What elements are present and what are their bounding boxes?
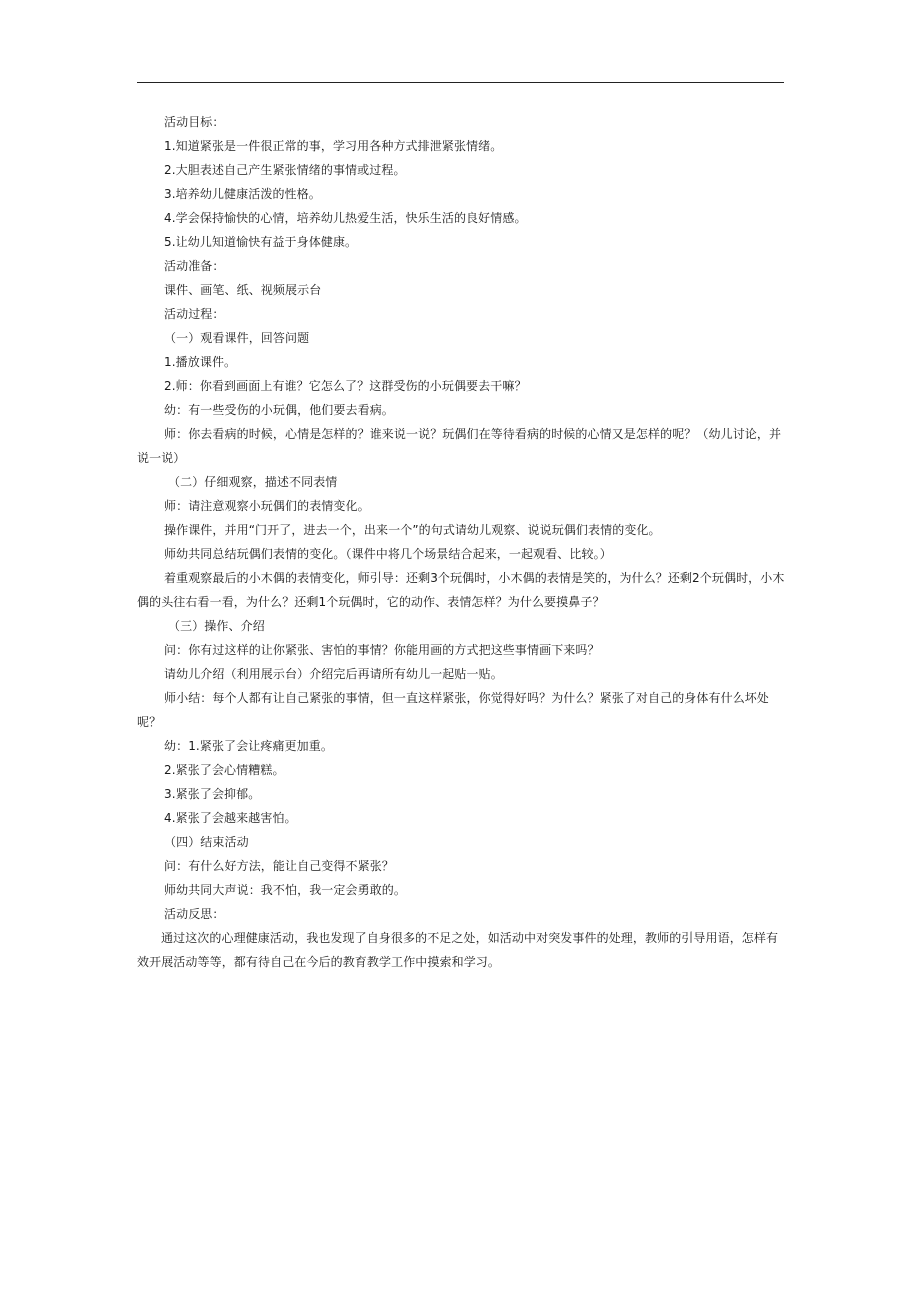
paragraph: 师：你去看病的时候，心情是怎样的？谁来说一说？玩偶们在等待看病的时候的心情又是怎样的呢？（幼儿讨论，并说一说）: [137, 427, 782, 465]
goal-item-1: 1.知道紧张是一件很正常的事，学习用各种方式排泄紧张情绪。: [164, 139, 503, 153]
paragraph: 着重观察最后的小木偶的表情变化，师引导：还剩3个玩偶时，小木偶的表情是笑的，为什么？还剩2个玩偶时，小木偶的头往右看一看，为什么？还剩1个玩偶时，它的动作、表情怎样？为什么要摸鼻子？: [137, 571, 785, 609]
list-item: 4.紧张了会越来越害怕。: [164, 811, 297, 825]
paragraph: 1.播放课件。: [164, 355, 237, 369]
paragraph: 请幼儿介绍（利用展示台）介绍完后再请所有幼儿一起贴一贴。: [164, 667, 503, 681]
paragraph: 问：有什么好方法，能让自己变得不紧张？: [164, 859, 394, 873]
goal-item-5: 5.让幼儿知道愉快有益于身体健康。: [164, 235, 358, 249]
process-step-2-heading: （二）仔细观察，描述不同表情: [168, 475, 338, 489]
process-step-4-heading: （四）结束活动: [164, 835, 249, 849]
reflection-paragraph: 通过这次的心理健康活动，我也发现了自身很多的不足之处，如活动中对突发事件的处理，教师的引导用语，怎样有效开展活动等等，都有待自己在今后的教育教学工作中摸索和学习。: [137, 931, 779, 969]
paragraph: 师幼共同总结玩偶们表情的变化。（课件中将几个场景结合起来，一起观看、比较。）: [164, 547, 612, 561]
list-item: 3.紧张了会抑郁。: [164, 787, 261, 801]
paragraph: 师幼共同大声说：我不怕，我一定会勇敢的。: [164, 883, 407, 897]
process-step-1-heading: （一）观看课件，回答问题: [164, 331, 310, 345]
process-step-3-heading: （三）操作、介绍: [168, 619, 265, 633]
section-heading-goals: 活动目标：: [164, 115, 225, 129]
document-body: [137, 110, 785, 974]
goal-item-4: 4.学会保持愉快的心情，培养幼儿热爱生活，快乐生活的良好情感。: [164, 211, 527, 225]
goal-item-3: 3.培养幼儿健康活泼的性格。: [164, 187, 321, 201]
list-item: 幼：1.紧张了会让疼痛更加重。: [164, 739, 333, 753]
paragraph: 师：请注意观察小玩偶们的表情变化。: [164, 499, 370, 513]
section-heading-preparation: 活动准备：: [164, 259, 225, 273]
paragraph: 操作课件，并用“门开了，进去一个，出来一个”的句式请幼儿观察、说说玩偶们表情的变化。: [164, 523, 661, 537]
header-rule: [137, 82, 784, 83]
paragraph: 2.师：你看到画面上有谁？它怎么了？这群受伤的小玩偶要去干嘛？: [164, 379, 527, 393]
goal-item-2: 2.大胆表述自己产生紧张情绪的事情或过程。: [164, 163, 406, 177]
paragraph: 师小结：每个人都有让自己紧张的事情，但一直这样紧张，你觉得好吗？为什么？紧张了对自己的身体有什么坏处呢？: [137, 691, 770, 729]
paragraph: 问：你有过这样的让你紧张、害怕的事情？你能用画的方式把这些事情画下来吗？: [164, 643, 600, 657]
section-heading-process: 活动过程：: [164, 307, 225, 321]
section-heading-reflection: 活动反思：: [164, 907, 225, 921]
list-item: 2.紧张了会心情糟糕。: [164, 763, 285, 777]
preparation-materials: 课件、画笔、纸、视频展示台: [164, 283, 322, 297]
paragraph: 幼：有一些受伤的小玩偶，他们要去看病。: [164, 403, 394, 417]
